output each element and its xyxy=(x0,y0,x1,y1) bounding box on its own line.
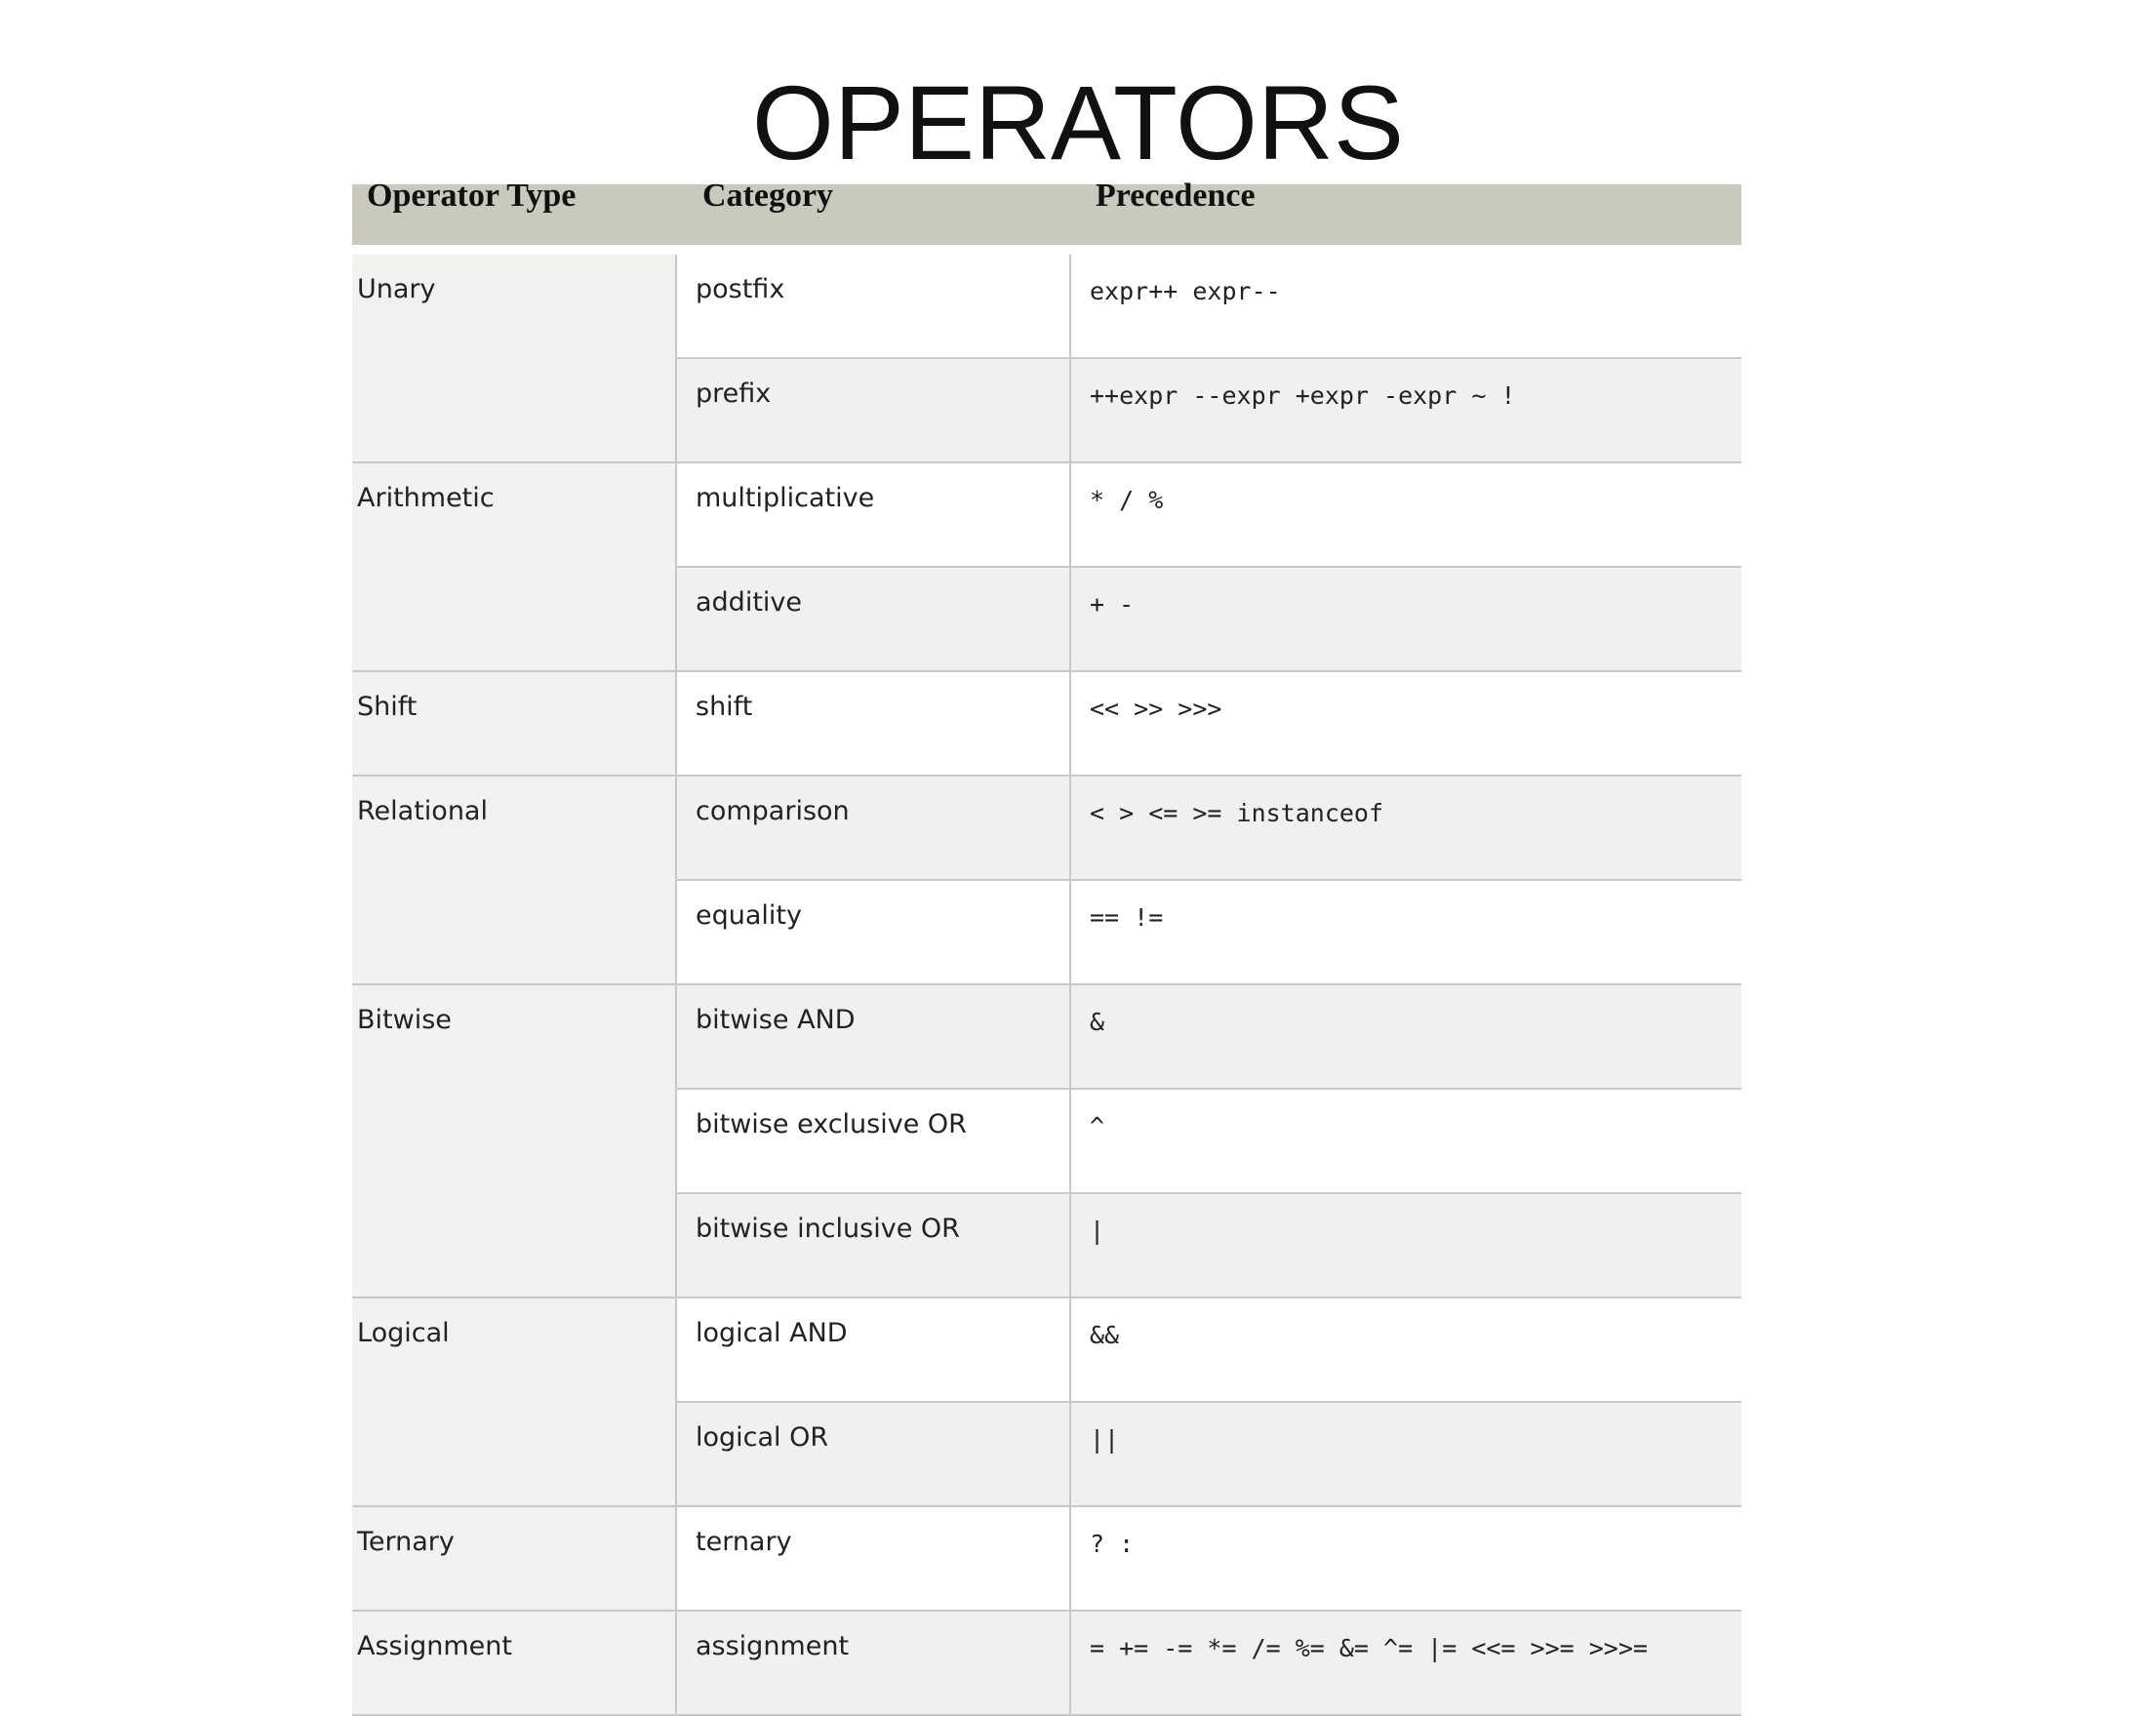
table-spacer xyxy=(352,245,1741,255)
precedence-cell: < > <= >= instanceof xyxy=(1070,776,1741,880)
precedence-cell: ? : xyxy=(1070,1506,1741,1611)
table-row xyxy=(352,1297,1741,1402)
table-row xyxy=(352,255,1741,358)
table-header-row xyxy=(352,184,1741,245)
precedence-cell: | xyxy=(1070,1193,1741,1297)
precedence-cell: || xyxy=(1070,1402,1741,1506)
operator-type-cell: Logical xyxy=(352,1297,676,1506)
header-precedence: Precedence xyxy=(1070,184,1741,245)
table-row xyxy=(352,776,1741,880)
category-cell: assignment xyxy=(676,1611,1070,1715)
header-operator-type: Operator Type xyxy=(352,184,676,245)
operator-type-cell: Relational xyxy=(352,776,676,984)
category-cell: multiplicative xyxy=(676,462,1070,567)
precedence-cell: << >> >>> xyxy=(1070,671,1741,776)
table-row xyxy=(352,462,1741,567)
category-cell: logical OR xyxy=(676,1402,1070,1506)
precedence-cell: == != xyxy=(1070,880,1741,984)
category-cell: bitwise AND xyxy=(676,984,1070,1089)
precedence-cell: expr++ expr-- xyxy=(1070,255,1741,358)
precedence-cell: * / % xyxy=(1070,462,1741,567)
table-row xyxy=(352,984,1741,1089)
category-cell: equality xyxy=(676,880,1070,984)
category-cell: bitwise inclusive OR xyxy=(676,1193,1070,1297)
table-row xyxy=(352,671,1741,776)
table-spacer-cell xyxy=(352,245,1741,255)
category-cell: shift xyxy=(676,671,1070,776)
slide-title: OPERATORS xyxy=(751,63,1405,181)
table-body xyxy=(352,245,1741,1715)
precedence-cell: ++expr --expr +expr -expr ~ ! xyxy=(1070,358,1741,462)
category-cell: prefix xyxy=(676,358,1070,462)
operator-type-cell: Assignment xyxy=(352,1611,676,1715)
table-row xyxy=(352,1506,1741,1611)
precedence-cell: && xyxy=(1070,1297,1741,1402)
header-category: Category xyxy=(676,184,1070,245)
category-cell: ternary xyxy=(676,1506,1070,1611)
precedence-cell: + - xyxy=(1070,567,1741,671)
table-row xyxy=(352,1611,1741,1715)
operator-type-cell: Bitwise xyxy=(352,984,676,1297)
category-cell: additive xyxy=(676,567,1070,671)
precedence-cell: = += -= *= /= %= &= ^= |= <<= >>= >>>= xyxy=(1070,1611,1741,1715)
precedence-cell: ^ xyxy=(1070,1089,1741,1193)
operators-table-container xyxy=(352,178,1741,1662)
operator-type-cell: Shift xyxy=(352,671,676,776)
precedence-cell: & xyxy=(1070,984,1741,1089)
operators-table xyxy=(352,178,1741,1716)
category-cell: comparison xyxy=(676,776,1070,880)
operator-type-cell: Arithmetic xyxy=(352,462,676,671)
category-cell: postfix xyxy=(676,255,1070,358)
category-cell: logical AND xyxy=(676,1297,1070,1402)
operator-type-cell: Ternary xyxy=(352,1506,676,1611)
category-cell: bitwise exclusive OR xyxy=(676,1089,1070,1193)
operator-type-cell: Unary xyxy=(352,255,676,462)
